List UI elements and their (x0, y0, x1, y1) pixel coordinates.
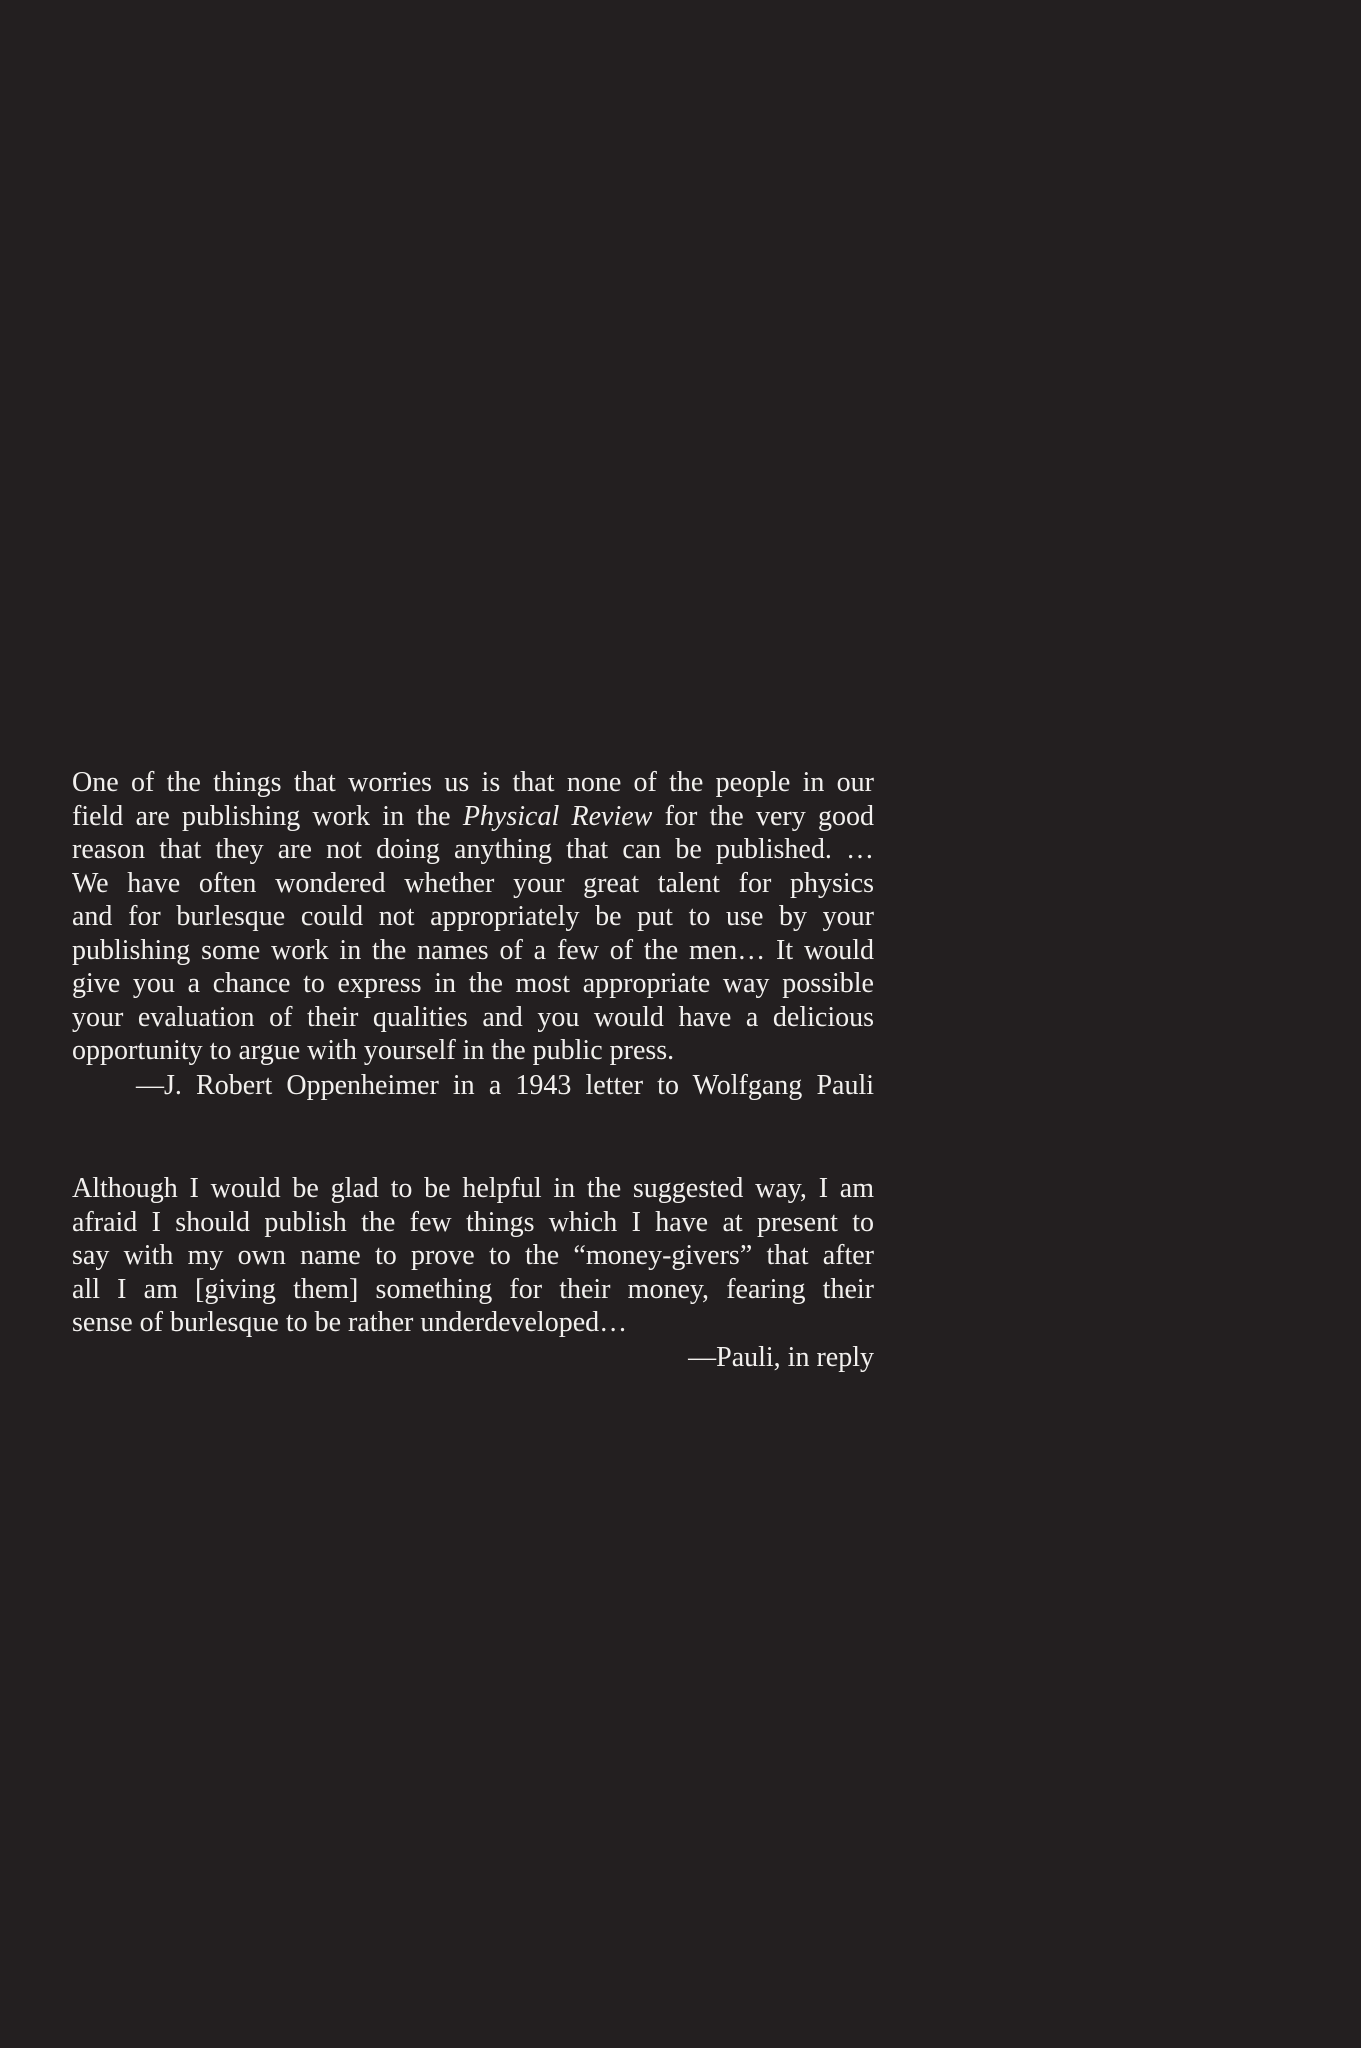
quote-attribution: —J. Robert Oppenheimer in a 1943 letter to Wolfgang Pauli (136, 1069, 874, 1101)
quote-line: and for burlesque could not appropriately be put to use by your (72, 901, 874, 932)
quote-line: We have often wondered whether your great talent for physics (72, 867, 874, 899)
oppenheimer-quote (72, 766, 874, 1102)
quote-line: reason that they are not doing anything that can be published. … (72, 834, 874, 865)
quote-line: opportunity to argue with yourself in the public press. (72, 1035, 675, 1066)
quote-text: field are publishing work in the (72, 800, 463, 832)
quote-line: all I am [giving them] something for their money, fearing their (72, 1273, 874, 1305)
quote-line: afraid I should publish the few things which I have at present to (72, 1206, 874, 1238)
quote-line: your evaluation of their qualities and you would have a delicious (72, 1001, 874, 1033)
quote-line: say with my own name to prove to the “money-givers” that after (72, 1240, 874, 1271)
quote-text: for the very good (652, 800, 875, 832)
quote-line: One of the things that worries us is that none of the people in our (72, 767, 874, 798)
pauli-reply-quote (72, 1172, 874, 1374)
quote-line: give you a chance to express in the most appropriate way possible (72, 968, 874, 999)
quote-line: publishing some work in the names of a few of the men… It would (72, 934, 874, 966)
quote-attribution: —Pauli, in reply (688, 1341, 874, 1373)
quote-line (72, 800, 874, 834)
journal-title: Physical Review (462, 800, 653, 832)
quote-line: sense of burlesque to be rather underdeveloped… (72, 1307, 628, 1338)
quote-line: Although I would be glad to be helpful in the suggested way, I am (72, 1173, 874, 1204)
